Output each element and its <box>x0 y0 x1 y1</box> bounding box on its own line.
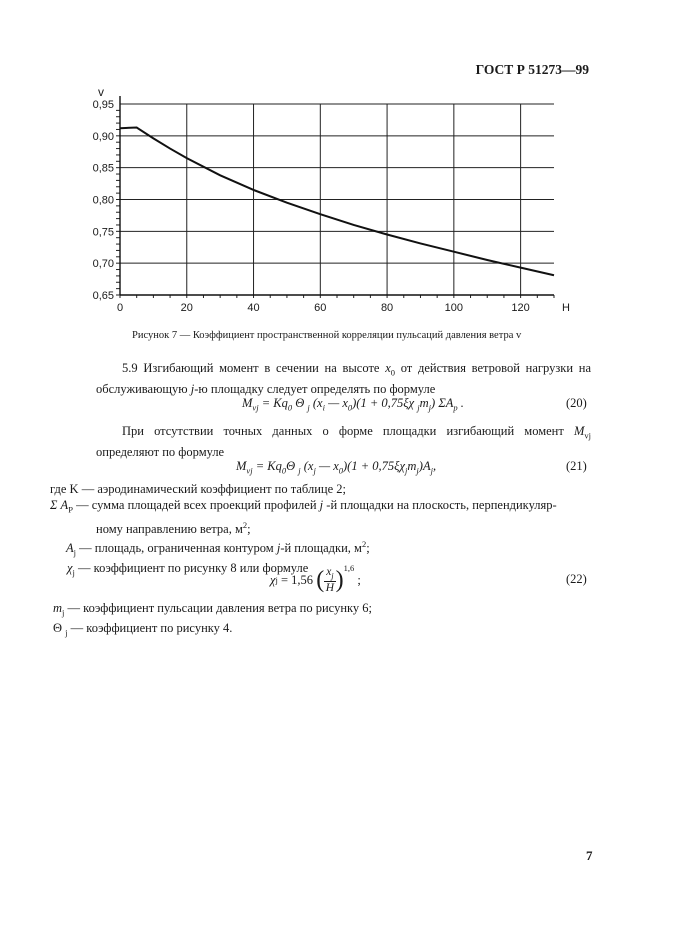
where-aj: $A_j$ — площадь, ограниченная контуром j-й площадки, $м^2$; <box>66 539 370 558</box>
where-sum-ap: Σ $A_P$ — сумма площадей всех проекций профилей j -й площадки на плоскость, перпендикуляр- <box>50 497 557 514</box>
figure-caption: Рисунок 7 — Коэффициент пространственной корреляции пульсаций давления ветра v <box>132 330 522 341</box>
y-tick-label: 0,95 <box>92 99 114 111</box>
page-number: 7 <box>586 848 593 863</box>
x-tick-label: 100 <box>444 302 464 314</box>
equation-number-21: (21) <box>566 459 587 473</box>
series-line <box>120 128 554 276</box>
correlation-chart <box>0 0 686 330</box>
y-axis-label: v <box>98 85 104 99</box>
formula-21: $M_{vj} = Kq_0\Theta$ $_j$ ($x_j$ — $x_0)(1 + 0,75\xi\chi_jm_j)A_j$, <box>236 459 437 476</box>
y-tick-label: 0,65 <box>92 290 114 302</box>
y-tick-label: 0,90 <box>92 130 114 143</box>
where-theta: Θ $_j$ — коэффициент по рисунку 4. <box>53 621 233 638</box>
y-tick-label: 0,85 <box>92 162 114 175</box>
x-tick-label: 60 <box>314 302 327 314</box>
where-k: где K — аэродинамический коэффициент по таблице 2; <box>50 482 346 496</box>
y-tick-label: 0,75 <box>92 226 114 239</box>
x-tick-label: 20 <box>180 302 193 314</box>
where-mj: $m_j$ — коэффициент пульсации давления ветра по рисунку 6; <box>53 601 372 618</box>
y-tick-label: 0,80 <box>92 194 114 207</box>
x-axis-label: H <box>562 302 570 314</box>
equation-number-22: (22) <box>566 572 587 586</box>
paragraph-5-9: 5.9 Изгибающий момент в сечении на высоте $x_0$ от действия ветровой нагрузки на обслуживающую j-ю площадку следует определять по формуле <box>96 361 591 396</box>
where-sum-ap-cont: ному направлению ветра, $м^2$; <box>96 519 251 536</box>
x-tick-label: 40 <box>247 302 260 314</box>
standard-code: ГОСТ Р 51273—99 <box>475 62 589 77</box>
equation-number-20: (20) <box>566 396 587 410</box>
where-list-2 <box>53 601 372 641</box>
formula-22: χ j = 1,56 ( $x_j$ H ) $^{1,6}$ ; <box>270 563 361 595</box>
x-tick-label: 0 <box>116 302 124 314</box>
formula-20: $M_{vj} = Kq_0$ Θ $_j$ ($x_i$ — $x_0)(1 + 0,75\xi\chi$ $_jm_j$) $\Sigma A_p$ . <box>242 396 464 413</box>
y-tick-label: 0,70 <box>92 258 114 271</box>
paragraph-no-data: При отсутствии точных данных о форме площадки изгибающий момент $M_{vj}$ определяют по формуле <box>96 424 591 459</box>
x-tick-label: 120 <box>511 302 530 314</box>
where-chi: $\chi_j$ — коэффициент по рисунку 8 или формуле <box>67 561 309 578</box>
x-tick-label: 80 <box>380 302 394 314</box>
